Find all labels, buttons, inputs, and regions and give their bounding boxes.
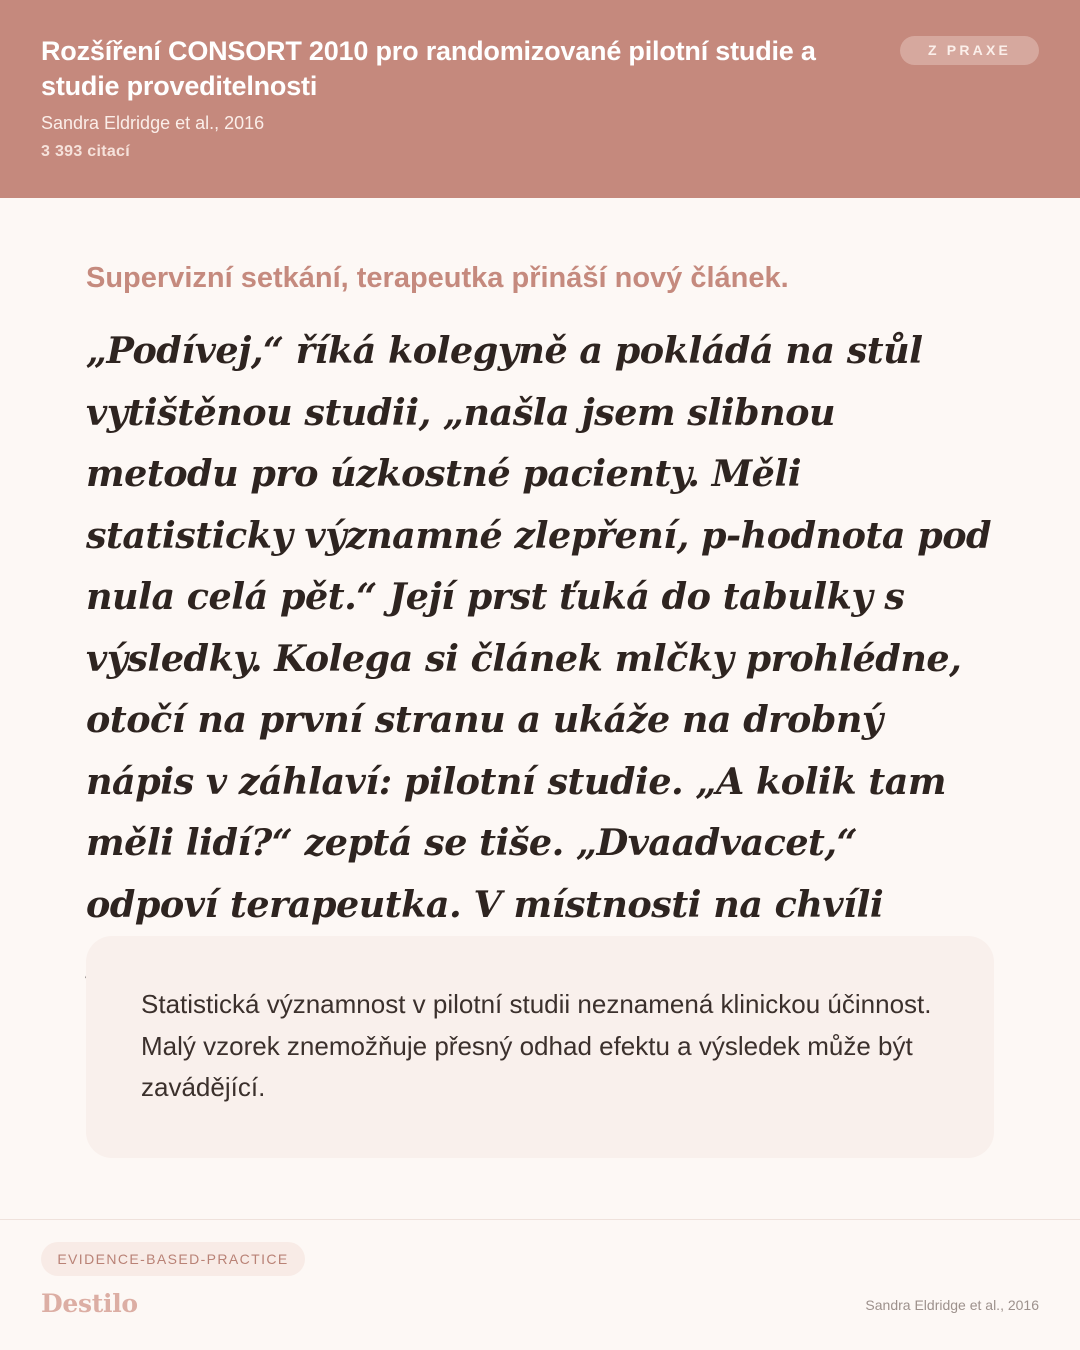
topic-tag[interactable]: EVIDENCE-BASED-PRACTICE [41, 1242, 305, 1276]
footer-divider [0, 1219, 1080, 1220]
brand-logo: Destilo [41, 1289, 138, 1318]
citation-count: 3 393 citací [41, 143, 130, 160]
story-quote: „Podívej,“ říká kolegyně a pokládá na stůl vytištěnou studii, „našla jsem slibnou metodu pro úzkostné pacienty. Měli statisticky významné zlepření, p-hodnota pod nula celá pět.“ Její prst ťuká do tabulky s výsledky. Kolega si článek mlčky prohlédne, otočí na první stranu a ukáže na drobný nápis v záhlaví: pilotní studie. „A kolik tam měli lidí?“ zeptá se tiše. „Dvaadvacet,“ odpoví terapeutka. V místnosti na chvíli [86, 329, 992, 926]
takeaway-box [86, 936, 994, 1158]
footer-credit: Sandra Eldridge et al., 2016 [865, 1297, 1039, 1313]
article-title: Rozšíření CONSORT 2010 pro randomizované pilotní studie a studie proveditelnosti [41, 36, 816, 101]
article-author: Sandra Eldridge et al., 2016 [41, 113, 265, 133]
category-badge: Z PRAXE [900, 36, 1039, 65]
header-banner [0, 0, 1080, 198]
scene-lead: Supervizní setkání, terapeutka přináší nový článek. [86, 262, 789, 294]
takeaway-text: Statistická významnost v pilotní studii neznamená klinickou účinnost. Malý vzorek znemožňuje přesný odhad efektu a výsledek může být zavádějící. [141, 989, 932, 1102]
